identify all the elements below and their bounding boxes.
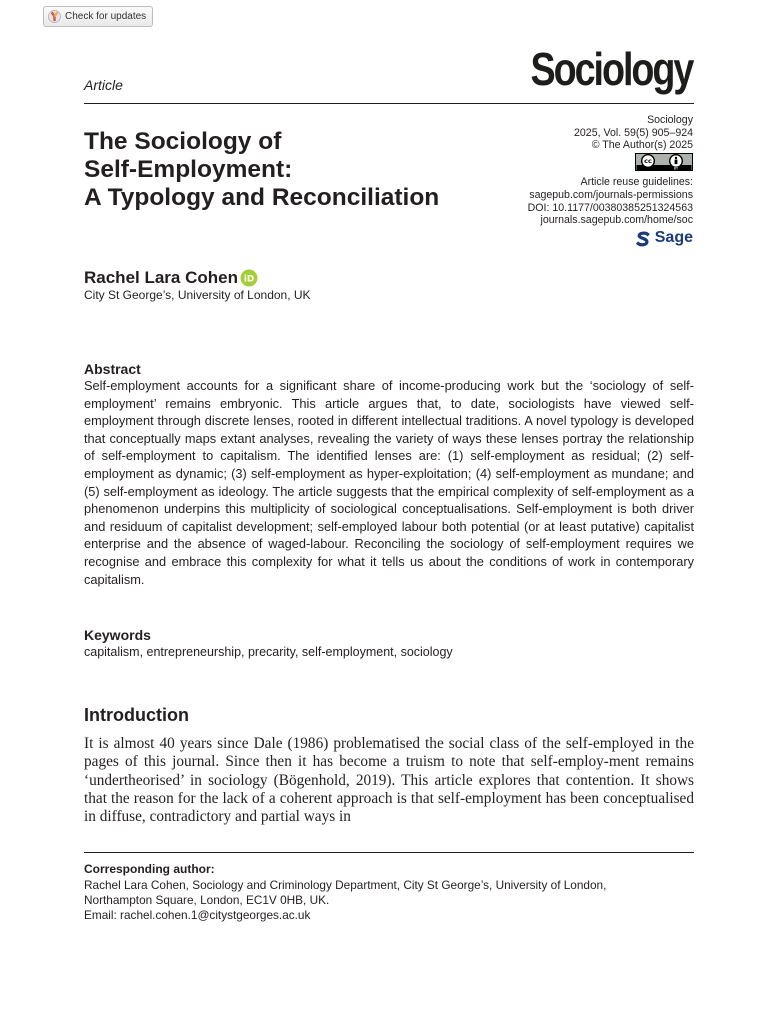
corresponding-author-line: Rachel Lara Cohen, Sociology and Criminology Department, City St George’s, University of London,: [84, 878, 607, 892]
meta-home-link[interactable]: journals.sagepub.com/home/soc: [540, 214, 693, 227]
cc-by-license-icon[interactable]: [635, 153, 693, 171]
title-line: The Sociology of: [84, 128, 282, 155]
corresponding-author-email[interactable]: Email: rachel.cohen.1@citystgeorges.ac.uk: [84, 908, 311, 923]
author-affiliation: City St George’s, University of London, UK: [84, 288, 311, 302]
meta-copyright: © The Author(s) 2025: [591, 139, 693, 152]
orcid-icon[interactable]: [240, 269, 258, 287]
keywords-heading: Keywords: [84, 627, 151, 643]
meta-reuse-link[interactable]: sagepub.com/journals-permissions: [529, 188, 693, 201]
check-for-updates-label: Check for updates: [65, 11, 147, 22]
meta-reuse-label: Article reuse guidelines:: [580, 176, 693, 189]
author: [84, 268, 258, 288]
title-line: Self-Employment:: [84, 156, 293, 183]
meta-doi[interactable]: DOI: 10.1177/00380385251324563: [527, 201, 693, 214]
introduction-heading: Introduction: [84, 705, 189, 725]
corresponding-author-line: Northampton Square, London, EC1V 0HB, UK.: [84, 893, 330, 908]
abstract-body: Self-employment accounts for a significant share of income-producing work but the ‘sociology of self-employment’ remains embryonic. This article argues that, to date, sociologists have viewed self-employment through discrete lenses, rooted in different intellectual traditions. A novel typology is developed that conceptually maps extant analyses, revealing the variety of ways these lenses portray the relationship of self-employment to capitalism. The identified lenses are: (1) self-employment as residual; (2) self-employment as dynamic; (3) self-employment as hyper-exploitation; (4) self-employment as mundane; and (5) self-employment as ideology. The article suggests that the empirical complexity of self-employment as a phenomenon underpins this multiplicity of sociological conceptualisations. Self-employment is both driver and residuum of capitalist development; self-employed labour both potential (or at least putative) capitalist enterprise and the absence of waged-labour. Reconciling the sociology of self-employment requires we recognise and embrace this complexity for what it tells us about the conditions of work in contemporary capitalism.: [84, 378, 694, 587]
meta-volume: 2025, Vol. 59(5) 905–924: [574, 126, 693, 139]
svg-text:BY: BY: [673, 166, 679, 171]
corresponding-author-details: [84, 878, 694, 924]
meta-journal: Sociology: [647, 114, 693, 126]
check-updates-icon: [48, 10, 61, 23]
header-divider: [84, 103, 694, 104]
title-line: A Typology and Reconciliation: [84, 184, 440, 211]
abstract-heading: Abstract: [84, 361, 141, 377]
author-name[interactable]: Rachel Lara Cohen: [84, 268, 238, 287]
sage-logo-icon: [635, 231, 651, 247]
publisher-name: Sage: [654, 229, 693, 247]
keywords-list: capitalism, entrepreneurship, precarity, self-employment, sociology: [84, 645, 453, 659]
corresponding-author-heading: Corresponding author:: [84, 862, 215, 876]
footnote-divider: [84, 852, 694, 853]
journal-logo: Sociology: [530, 43, 692, 95]
svg-text:cc: cc: [644, 156, 652, 165]
article-title: [84, 128, 504, 212]
publication-metadata: [453, 114, 693, 250]
check-for-updates-button[interactable]: [43, 6, 153, 27]
svg-text:iD: iD: [243, 274, 255, 285]
publisher-logo: [635, 231, 693, 247]
article-type-label: Article: [84, 77, 123, 93]
introduction-body: It is almost 40 years since Dale (1986) problematised the social class of the self-employed in the pages of this journal. Since then it has become a truism to note that self-employ-ment remains ‘undertheorised’ in sociology (Bögenhold, 2019). This article explores that contention. It shows that the reason for the lack of a coherent approach is that self-employment has been conceptualised in diffuse, contradictory and partial ways in: [84, 735, 694, 826]
